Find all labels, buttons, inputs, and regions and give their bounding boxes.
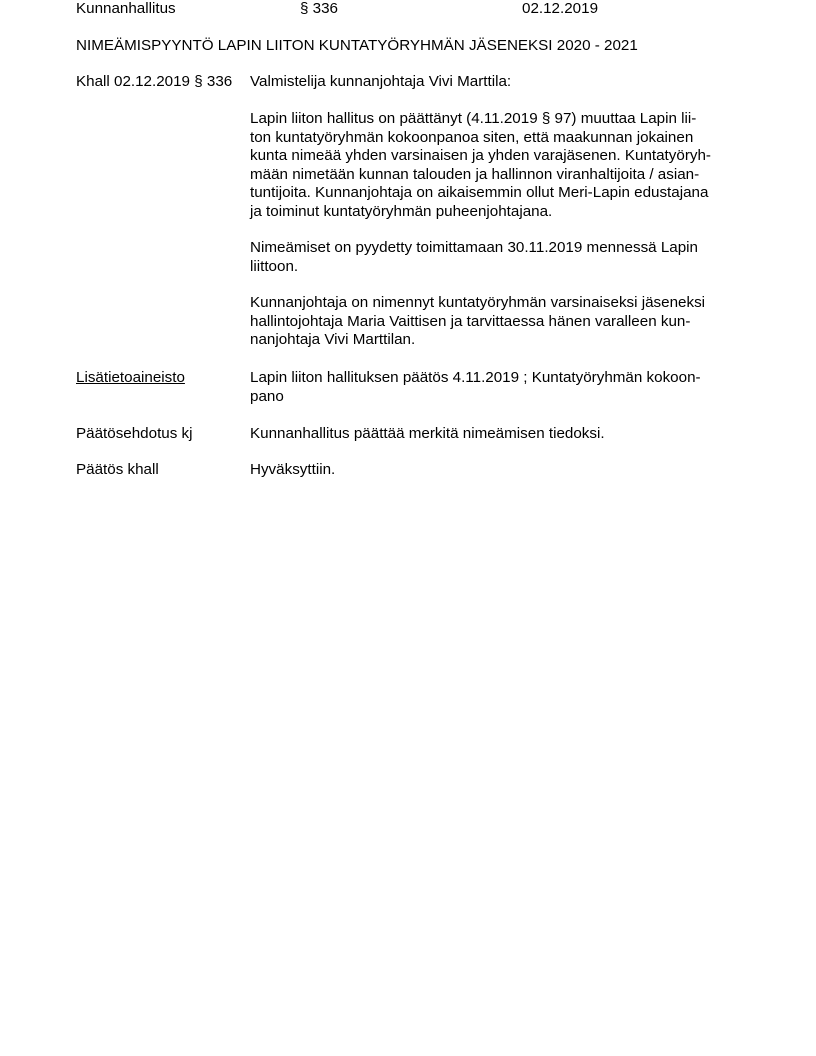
paragraph-line: nanjohtaja Vivi Marttilan. bbox=[250, 331, 416, 349]
attachment-line: Lapin liiton hallituksen päätös 4.11.2019 ; Kuntatyöryhmän kokoon- bbox=[250, 369, 701, 386]
attachments-label[interactable]: Lisätietoaineisto bbox=[76, 369, 185, 386]
proposal-line: Kunnanhallitus päättää merkitä nimeämisen tiedoksi. bbox=[250, 425, 605, 442]
paragraph-line: ton kuntatyöryhmän kokoonpanoa siten, että maakunnan jokainen bbox=[250, 128, 694, 146]
decision-line: Hyväksyttiin. bbox=[250, 461, 336, 478]
paragraph-line: mään nimetään kunnan talouden ja hallinnon viranhaltijoita / asian- bbox=[250, 165, 700, 183]
proposal-label: Päätösehdotus kj bbox=[76, 425, 193, 442]
paragraph-line: Kunnanjohtaja on nimennyt kuntatyöryhmän varsinaiseksi jäseneksi bbox=[250, 294, 706, 311]
decision-text bbox=[250, 461, 335, 480]
paragraph-3 bbox=[250, 294, 705, 350]
header-date: 02.12.2019 bbox=[522, 0, 599, 17]
paragraph-line: Nimeämiset on pyydetty toimittamaan 30.11.2019 mennessä Lapin bbox=[250, 239, 699, 256]
paragraph-line: liittoon. bbox=[250, 257, 299, 275]
decision-label: Päätös khall bbox=[76, 461, 159, 478]
paragraph-line: tuntijoita. Kunnanjohtaja on aikaisemmin ollut Meri-Lapin edustajana bbox=[250, 184, 709, 202]
preparer-line: Valmistelija kunnanjohtaja Vivi Marttila: bbox=[250, 73, 512, 90]
attachment-line: pano bbox=[250, 387, 284, 405]
paragraph-1 bbox=[250, 110, 711, 222]
paragraph-line: Lapin liiton hallitus on päättänyt (4.11.2019 § 97) muuttaa Lapin lii- bbox=[250, 110, 697, 127]
paragraph-2 bbox=[250, 239, 698, 276]
meeting-reference: Khall 02.12.2019 § 336 bbox=[76, 73, 233, 90]
paragraph-line: ja toiminut kuntatyöryhmän puheenjohtajana. bbox=[250, 202, 553, 220]
paragraph-line: kunta nimeää yhden varsinaisen ja yhden varajäsenen. Kuntatyöryh- bbox=[250, 147, 711, 165]
attachments-text bbox=[250, 369, 701, 406]
paragraph-line: hallintojohtaja Maria Vaittisen ja tarvittaessa hänen varalleen kun- bbox=[250, 312, 691, 330]
proposal-text bbox=[250, 425, 605, 444]
header-section-number: § 336 bbox=[300, 0, 339, 17]
document-title: NIMEÄMISPYYNTÖ LAPIN LIITON KUNTATYÖRYHMÄN JÄSENEKSI 2020 - 2021 bbox=[76, 37, 638, 54]
header-body-name: Kunnanhallitus bbox=[76, 0, 176, 17]
